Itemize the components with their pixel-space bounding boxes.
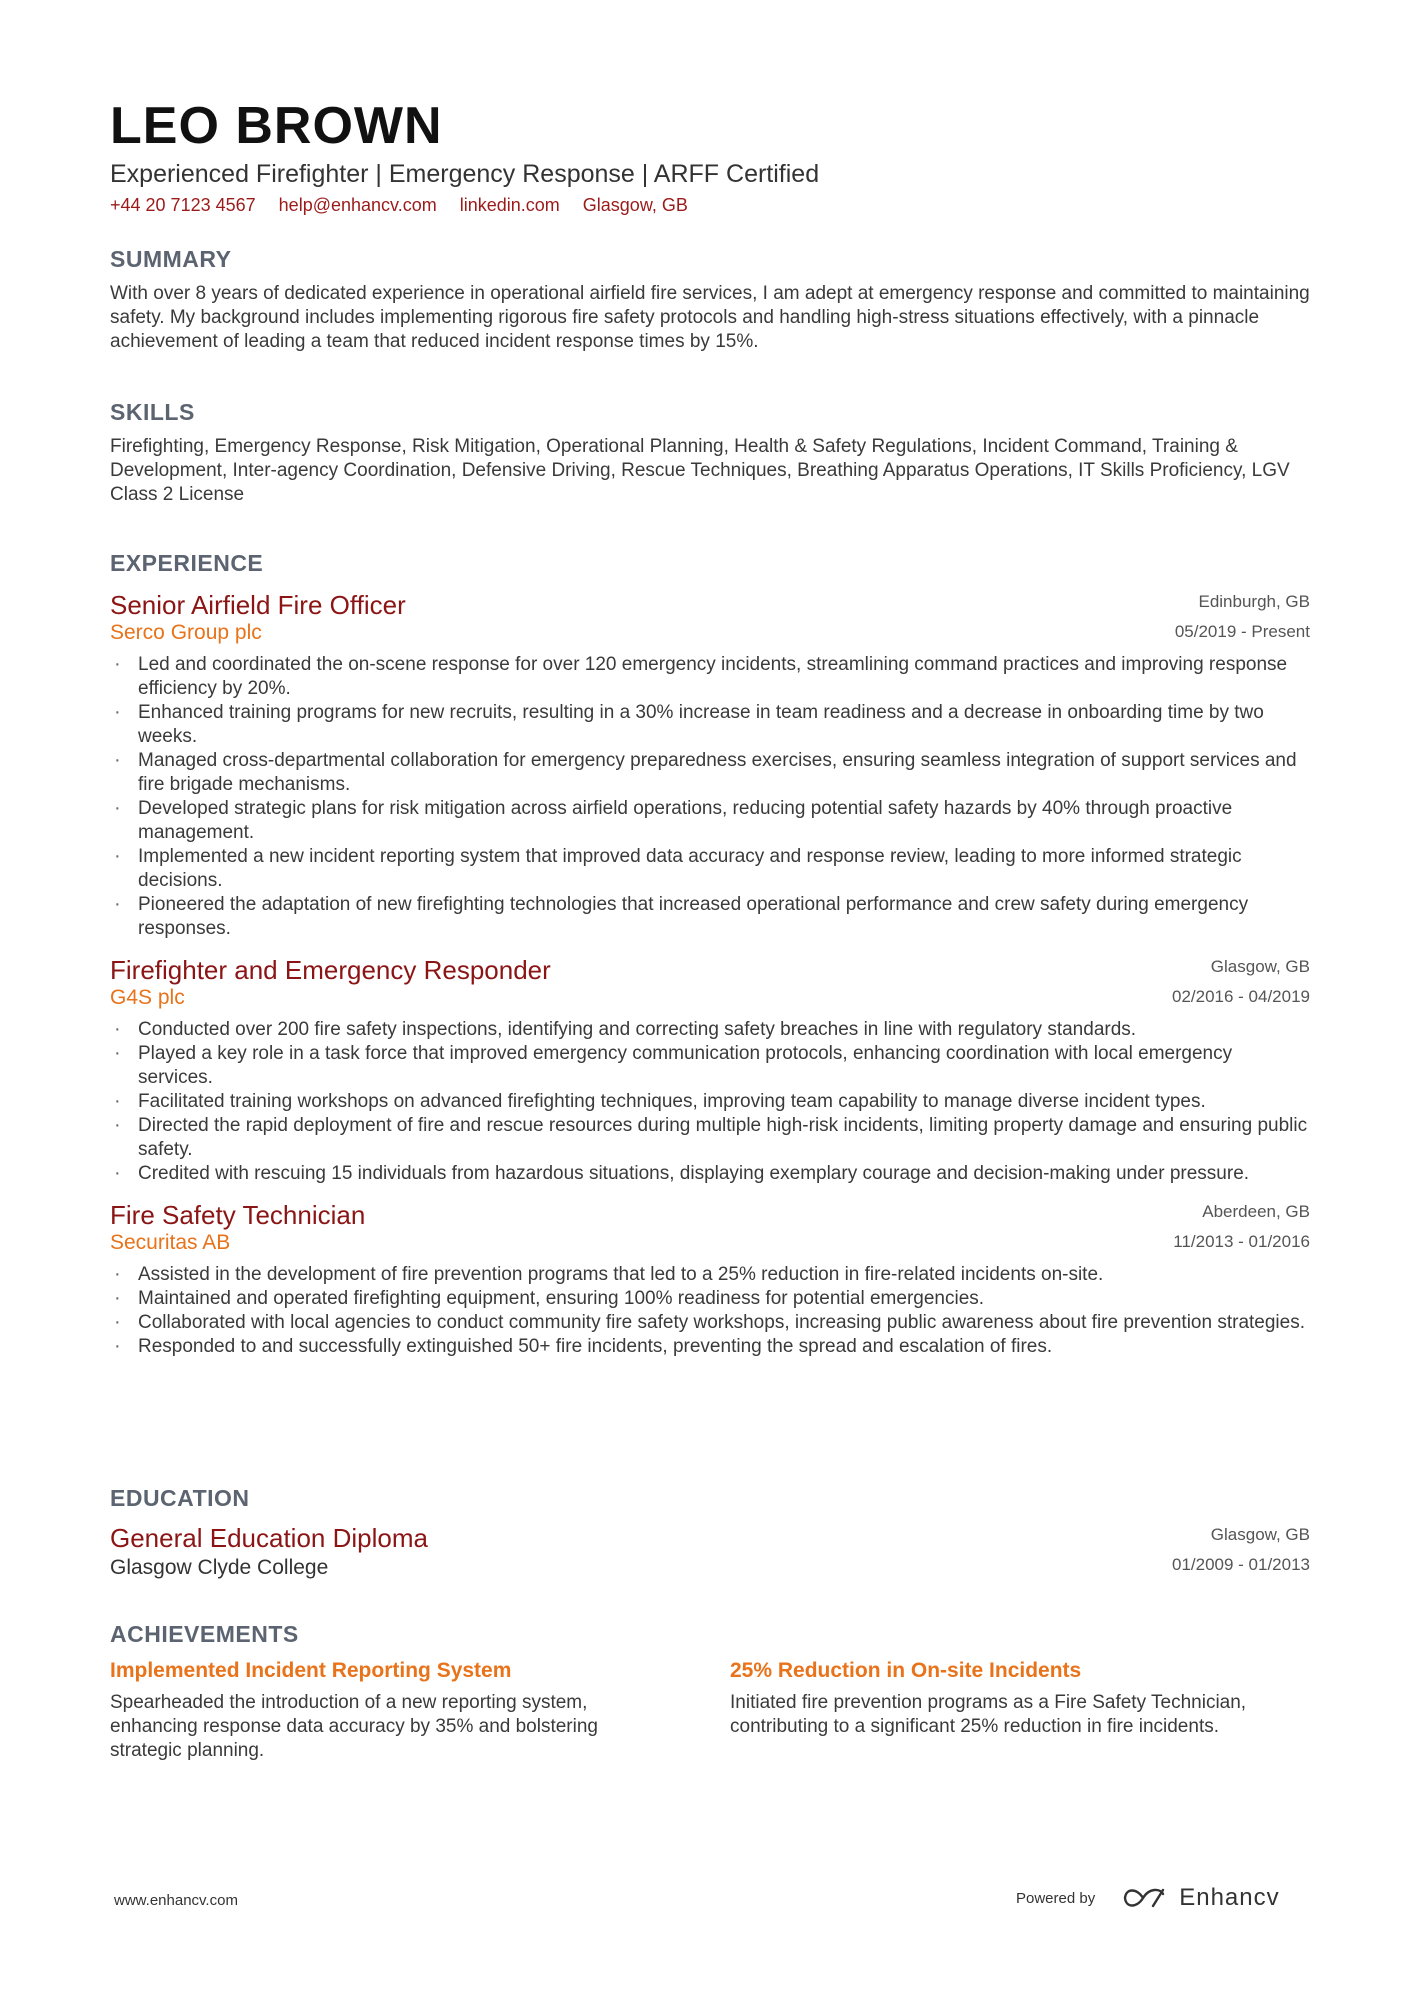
job-bullets [110, 1263, 1310, 1359]
education-school: Glasgow Clyde College [110, 1556, 329, 1579]
job-bullet: · Assisted in the development of fire prevention programs that led to a 25% reduction in fire-related incidents on-site. [110, 1263, 1310, 1287]
resume-content [110, 96, 1310, 1761]
job-title: Firefighter and Emergency Responder [110, 955, 551, 985]
job-bullet: · Managed cross-departmental collaboration for emergency preparedness exercises, ensuring seamless integration of support services and fire brigade mechanisms. [110, 749, 1310, 797]
job-bullets [110, 653, 1310, 941]
linkedin-link[interactable]: linkedin.com [459, 195, 560, 215]
job-bullet: · Implemented a new incident reporting system that improved data accuracy and response review, leading to more informed strategic decisions. [110, 845, 1310, 893]
job-bullet: · Enhanced training programs for new recruits, resulting in a 30% increase in team readiness and a decrease in onboarding time by two weeks. [110, 701, 1310, 749]
job-company: G4S plc [110, 986, 185, 1009]
job-dates: 05/2019 - Present [1174, 622, 1310, 641]
summary-title: SUMMARY [110, 246, 232, 272]
job-dates: 02/2016 - 04/2019 [1171, 987, 1310, 1006]
candidate-name: LEO BROWN [110, 97, 443, 155]
job-bullet: · Conducted over 200 fire safety inspections, identifying and correcting safety breaches in line with regulatory standards. [110, 1018, 1310, 1042]
education-title: EDUCATION [110, 1485, 250, 1511]
education-section [110, 1483, 1310, 1591]
job-company: Securitas AB [110, 1231, 231, 1254]
summary-text: With over 8 years of dedicated experience in operational airfield fire services, I am adept at emergency response and committed to maintaining safety. My background includes implementing rigorous fire safety protocols and handling high-stress situations effectively, with a pinnacle achievement of leading a team that reduced incident response times by 15%. [110, 283, 1310, 352]
achievements-section [110, 1619, 1310, 1777]
job-entry [110, 1198, 1310, 1359]
enhancv-logo-icon [1121, 1885, 1167, 1911]
education-dates: 01/2009 - 01/2013 [1171, 1555, 1310, 1574]
brand-name: Enhancv [1179, 1884, 1280, 1911]
job-bullet: · Credited with rescuing 15 individuals from hazardous situations, displaying exemplary courage and decision-making under pressure. [110, 1162, 1310, 1186]
email-link[interactable]: help@enhancv.com [278, 195, 437, 215]
location-text: Glasgow, GB [582, 195, 688, 215]
job-header [110, 588, 1310, 650]
skills-title: SKILLS [110, 399, 195, 425]
job-bullet: · Developed strategic plans for risk mitigation across airfield operations, reducing potential safety hazards by 40% through proactive management. [110, 797, 1310, 845]
job-entry [110, 953, 1310, 1186]
job-bullet: · Facilitated training workshops on advanced firefighting techniques, improving team capability to manage diverse incident types. [110, 1090, 1310, 1114]
skills-text: Firefighting, Emergency Response, Risk Mitigation, Operational Planning, Health & Safety Regulations, Incident Command, Training & Development, Inter-agency Coordination, Defensive Driving, Rescue Techniques, Breathing Apparatus Operations, IT Skills Proficiency, LGV Class 2 License [110, 436, 1290, 505]
job-bullet: · Collaborated with local agencies to conduct community fire safety workshops, increasing public awareness about fire prevention strategies. [110, 1311, 1310, 1335]
achievement-title: 25% Reduction in On-site Incidents [730, 1659, 1082, 1682]
job-bullet: · Responded to and successfully extinguished 50+ fire incidents, preventing the spread and escalation of fires. [110, 1335, 1310, 1359]
job-dates: 11/2013 - 01/2016 [1173, 1232, 1310, 1251]
footer-branding [1016, 1880, 1280, 1916]
skills-section [110, 397, 1310, 507]
job-bullets [110, 1018, 1310, 1186]
job-company: Serco Group plc [110, 621, 262, 644]
education-entry [110, 1521, 1310, 1591]
job-bullet: · Maintained and operated firefighting equipment, ensuring 100% readiness for potential emergencies. [110, 1287, 1310, 1311]
achievement-item [730, 1657, 1310, 1739]
job-bullet: · Pioneered the adaptation of new firefighting technologies that increased operational performance and crew safety during emergency responses. [110, 893, 1310, 941]
education-location: Glasgow, GB [1210, 1525, 1310, 1544]
achievement-text: Initiated fire prevention programs as a Fire Safety Technician, contributing to a significant 25% reduction in fire incidents. [730, 1692, 1247, 1737]
achievement-item [110, 1657, 670, 1763]
footer-website-link[interactable]: www.enhancv.com [114, 1892, 238, 1909]
job-location: Edinburgh, GB [1198, 592, 1310, 611]
job-bullet: · Led and coordinated the on-scene response for over 120 emergency incidents, streamlining command practices and improving response efficiency by 20%. [110, 653, 1310, 701]
powered-by-label: Powered by [1016, 1889, 1096, 1907]
candidate-headline: Experienced Firefighter | Emergency Response | ARFF Certified [110, 160, 820, 188]
job-title: Senior Airfield Fire Officer [110, 590, 406, 620]
job-location: Glasgow, GB [1210, 957, 1310, 976]
job-bullet: · Played a key role in a task force that improved emergency communication protocols, enhancing coordination with local emergency services. [110, 1042, 1310, 1090]
experience-section [110, 548, 1310, 1359]
contact-line [110, 192, 1310, 218]
experience-title: EXPERIENCE [110, 550, 264, 576]
job-bullet: · Directed the rapid deployment of fire and rescue resources during multiple high-risk incidents, limiting property damage and ensuring public safety. [110, 1114, 1310, 1162]
achievement-text: Spearheaded the introduction of a new reporting system, enhancing response data accuracy by 35% and bolstering strategic planning. [110, 1692, 598, 1761]
job-header [110, 1198, 1310, 1260]
resume-header [110, 96, 1310, 218]
phone-link[interactable]: +44 20 7123 4567 [110, 195, 256, 215]
summary-section [110, 244, 1310, 354]
achievement-title: Implemented Incident Reporting System [110, 1659, 512, 1682]
achievements-title: ACHIEVEMENTS [110, 1621, 299, 1647]
achievements-grid [110, 1657, 1310, 1777]
job-header [110, 953, 1310, 1015]
job-entry [110, 588, 1310, 941]
education-degree: General Education Diploma [110, 1523, 428, 1553]
job-title: Fire Safety Technician [110, 1200, 366, 1230]
job-location: Aberdeen, GB [1202, 1202, 1310, 1221]
